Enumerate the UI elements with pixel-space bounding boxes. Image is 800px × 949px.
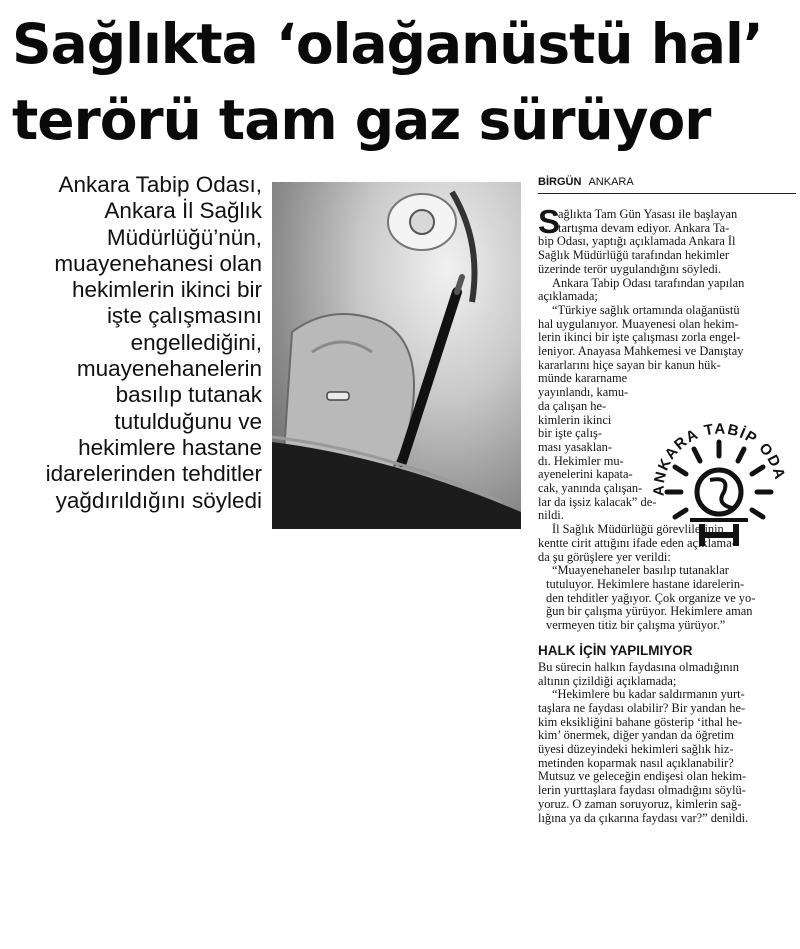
doctor-hand-with-pen-photo-icon [272,182,521,529]
lead-line: basılıp tutanak [115,382,262,408]
body-line: altının çizildiği açıklamada; [538,674,677,688]
lead-line: Ankara İl Sağlık [104,198,262,224]
body-line: ayenelerini kapata- [538,468,633,482]
body-line: bir işte çalış- [538,427,602,441]
body-line: tutuluyor. Hekimlere hastane idarelerin- [546,577,745,591]
body-line: dı. Hekimler mu- [538,454,624,468]
body-line: kimlerin ikinci [538,413,612,427]
body-line: “Hekimlere bu kadar saldırmanın yurt- [552,688,745,702]
lead-line: Müdürlüğü’nün, [106,224,262,250]
body-line: lığına ya da çıkarına faydası var?” denildi. [538,811,749,825]
body-line: üyesi düzeyindeki hekimleri sağlık hiz- [538,743,734,757]
section-subhead: HALK İÇİN YAPILMIYOR [538,642,693,658]
lead-line: muayenehanelerin [76,356,262,382]
body-line: Ankara Tabip Odası tarafından yapılan [552,276,745,290]
byline-city: ANKARA [588,176,634,188]
medical-chamber-logo-icon [642,404,796,554]
byline [538,176,796,194]
body-line: leniyor. Anayasa Mahkemesi ve Danıştay [538,345,744,359]
body-line: Mutsuz ve geleceğin endişesi olan hekim- [538,770,747,784]
body-line: bip Odası, yaptığı açıklamada Ankara İl [538,235,736,249]
drop-cap: S [538,203,561,240]
body-line: da çalışan he- [538,399,607,413]
body-line: “Muayenehaneler basılıp tutanaklar [552,564,729,578]
body-line: lerin yurttaşlara faydası olmadığını söylü- [538,784,746,798]
lead-line: işte çalışmasını [106,303,262,329]
body-line: lerin ikinci bir işte çalışması zorla engel- [538,331,741,345]
body-line: den tehditler yağıyor. Çok organize ve yo- [546,591,756,605]
body-line: metinden koparmak nasıl açıklanabilir? [538,756,734,770]
headline [12,6,792,158]
body-line: kentte cirit attığını ifade eden açıklama- [538,536,736,550]
body-line: tartışma devam ediyor. Ankara Ta- [558,221,730,235]
body-line: lar da işsiz kalacak” de- [538,495,657,509]
body-line: ağlıkta Tam Gün Yasası ile başlayan [558,208,738,221]
body-line: üzerinde terör uygulandığını söyledi. [538,262,722,276]
body-line: Sağlık Müdürlüğü tarafından hekimler [538,249,729,263]
lead-paragraph [4,172,262,514]
lead-line: idarelerinden tehditler [45,461,262,487]
body-line: Bu sürecin halkın faydasına olmadığının [538,660,739,674]
body-line: münde kararname [538,372,628,386]
headline-line-2: terörü tam gaz sürüyor [12,88,711,152]
body-line: kim’ önermek, diğer yandan da öğretim [538,729,734,743]
body-line: da şu görüşlere yer verildi: [538,550,671,564]
body-line: “Türkiye sağlık ortamında olağanüstü [552,303,740,317]
body-line: yayınlandı, kamu- [538,386,629,400]
body-line: kararlarını hiçe sayan bir kanun hük- [538,358,721,372]
body-line: hal uygulanıyor. Muayenesi olan hekim- [538,317,739,331]
lead-line: yağdırıldığını söyledi [55,487,262,513]
lead-line: engellediğini, [130,329,262,355]
lead-line: hekimlere hastane [78,434,262,460]
lead-line: tutulduğunu ve [114,408,262,434]
byline-source: BİRGÜN [538,176,582,188]
body-line: kim eksikliğini bahane gösterip ‘ithal he- [538,715,743,729]
body-line: vermeyen titiz bir çalışma yürüyor.” [546,619,726,633]
body-line: yoruz. O zaman soruyoruz, kimlerin sağ- [538,797,742,811]
body-line: cak, yanında çalışan- [538,482,643,496]
headline-line-1: Sağlıkta ‘olağanüstü hal’ [12,12,763,76]
svg-text:ANKARA TABİP ODASI [642,404,789,496]
logo-text: ANKARA TABİP ODA [650,420,789,497]
body-line: ması yasaklan- [538,440,612,454]
body-line: açıklamada; [538,290,598,304]
lead-line: hekimlerin ikinci bir [71,277,262,303]
body-line: taşlara ne faydası olabilir? Bir yandan he- [538,701,746,715]
body-line: İl Sağlık Müdürlüğü görevlilerinin [552,523,724,537]
lead-line: Ankara Tabip Odası, [58,172,262,197]
body-line: ğun bir çalışma yürüyor. Hekimlere aman [546,605,753,619]
body-line: nildi. [538,509,564,523]
lead-line: muayenehanesi olan [54,250,262,276]
